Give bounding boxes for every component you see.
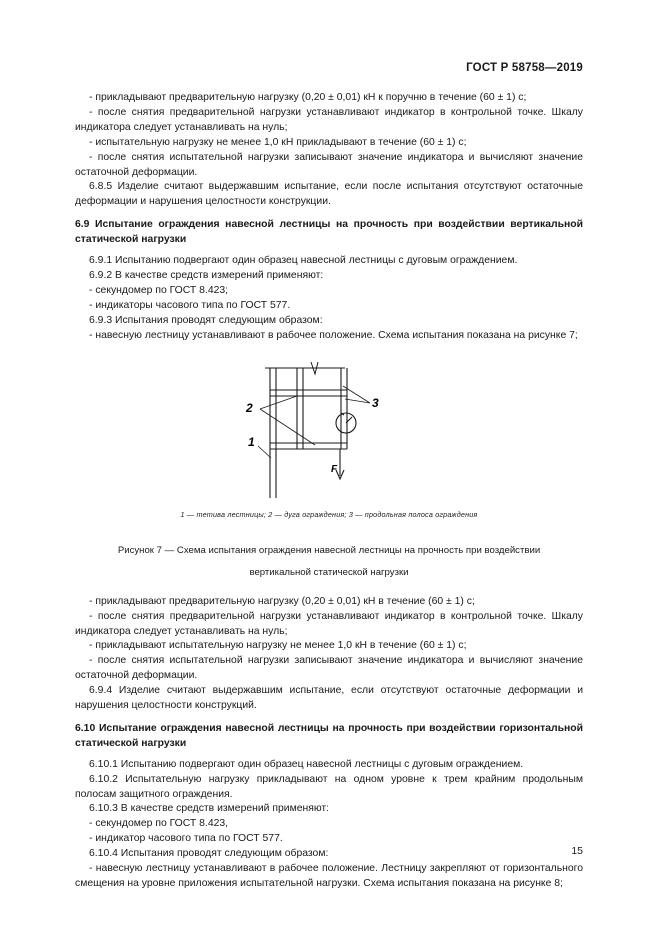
list-item: - после снятия испытательной нагрузки записывают значение индикатора и вычисляют значение остаточной деформации.	[75, 655, 583, 682]
clause-6-9-4: 6.9.4 Изделие считают выдержавшим испытание, если отсутствуют остаточные деформации и нарушения целостности конструкций.	[75, 685, 583, 712]
figure-7-caption: вертикальной статической нагрузки	[249, 567, 409, 579]
list-item: - навесную лестницу устанавливают в рабочее положение. Схема испытания показана на рисунке 7;	[89, 329, 578, 341]
clause-6-9-1: 6.9.1 Испытанию подвергают один образец навесной лестницы с дуговым ограждением.	[89, 255, 518, 267]
figure-7-caption: Рисунок 7 — Схема испытания ограждения навесной лестницы на прочность при воздействии	[117, 544, 541, 556]
label-3: 3	[372, 395, 379, 410]
clause-6-8-5: 6.8.5 Изделие считают выдержавшим испытание, если после испытания отсутствуют остаточные деформации и нарушения целостности конструкции.	[75, 181, 583, 208]
clause-6-9-3: 6.9.3 Испытания проводят следующим образом:	[89, 314, 323, 326]
figure-7-diagram	[75, 348, 583, 508]
label-1: 1	[248, 434, 255, 449]
clause-6-10-1: 6.10.1 Испытанию подвергают один образец навесной лестницы с дуговым ограждением.	[89, 758, 524, 770]
list-item: - прикладывают предварительную нагрузку (0,20 ± 0,01) кН к поручню в течение (60 ± 1) с;	[89, 92, 527, 103]
clause-6-10-4: 6.10.4 Испытания проводят следующим образом:	[89, 848, 329, 860]
list-item: - индикаторы часового типа по ГОСТ 577.	[89, 299, 291, 311]
figure-7	[75, 348, 583, 544]
clause-6-10-3: 6.10.3 В качестве средств измерений применяют:	[89, 803, 330, 815]
page-number: 15	[571, 845, 583, 857]
list-item: - навесную лестницу устанавливают в рабочее положение. Лестницу закрепляют от горизонтального смещения на уровне приложения испытательной нагрузки. Схема испытания показана на рисунке 8;	[75, 863, 583, 889]
document-code: ГОСТ Р 58758—2019	[466, 62, 583, 74]
list-item: - секундомер по ГОСТ 8.423;	[89, 284, 229, 296]
list-item: - после снятия испытательной нагрузки записывают значение индикатора и вычисляют значение остаточной деформации.	[75, 151, 583, 178]
list-item: - после снятия предварительной нагрузки устанавливают индикатор в контрольной точке. Шкалу индикатора следует устанавливать на нуль;	[75, 106, 583, 133]
list-item: - испытательную нагрузку не менее 1,0 кН прикладывают в течение (60 ± 1) с;	[89, 136, 467, 148]
list-item: - прикладывают испытательную нагрузку не менее 1,0 кН в течение (60 ± 1) с;	[89, 640, 467, 652]
section-6-9-title: 6.9 Испытание ограждения навесной лестницы на прочность при воздействии вертикальной статической нагрузки	[75, 219, 583, 246]
clause-6-10-2: 6.10.2 Испытательную нагрузку прикладывают на одном уровне к трем крайним продольным полосам защитного ограждения.	[75, 773, 583, 800]
clause-6-9-2: 6.9.2 В качестве средств измерений применяют:	[89, 269, 324, 281]
label-2: 2	[246, 400, 253, 415]
leader-line	[258, 446, 271, 458]
figure-7-legend: 1 — тетива лестницы; 2 — дуга ограждения; 3 — продольная полоса ограждения	[180, 509, 478, 519]
leader-line	[260, 409, 315, 445]
page-body	[75, 91, 583, 892]
label-force: F	[331, 463, 338, 475]
list-item: - секундомер по ГОСТ 8.423,	[89, 818, 229, 830]
list-item: - прикладывают предварительную нагрузку (0,20 ± 0,01) кН в течение (60 ± 1) с;	[89, 595, 475, 607]
leader-line	[260, 396, 297, 409]
list-item: - индикатор часового типа по ГОСТ 577.	[89, 833, 283, 845]
section-6-10-title: 6.10 Испытание ограждения навесной лестницы на прочность при воздействии горизонтальной статической нагрузки	[75, 722, 583, 749]
list-item: - после снятия предварительной нагрузки устанавливают индикатор в контрольной точке. Шкалу индикатора следует устанавливать на нуль;	[75, 610, 583, 637]
